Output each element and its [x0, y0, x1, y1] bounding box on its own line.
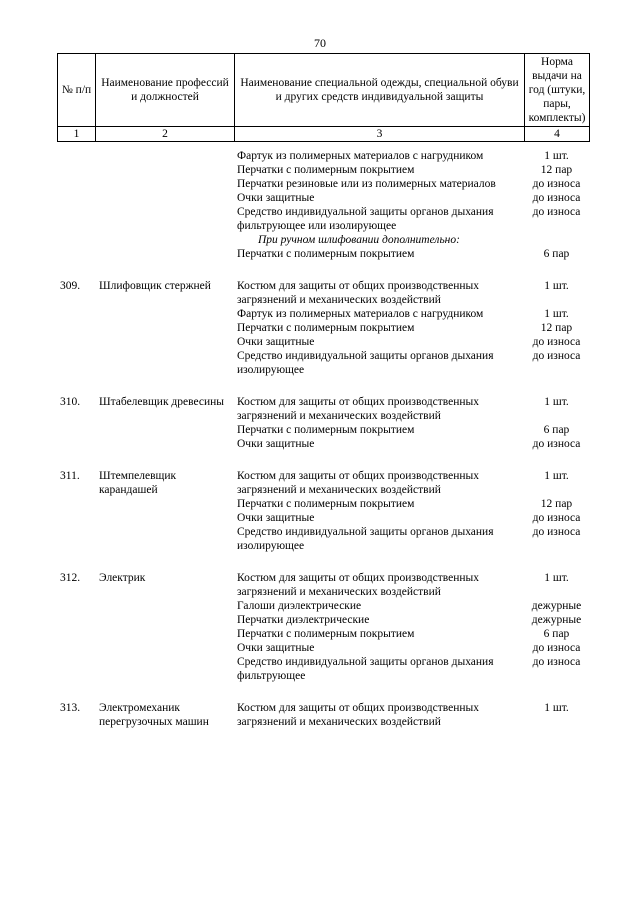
item-name: Перчатки диэлектрические: [237, 614, 370, 626]
header-num-3: 3: [235, 127, 525, 142]
profession-name: Электромеханик перегрузочных машин: [99, 702, 209, 728]
item-norm: до износа: [532, 526, 581, 538]
header-col-equipment: Наименование специальной одежды, специальной обуви и других средств индивидуальной защиты: [235, 54, 525, 127]
item-name: Перчатки с полимерным покрытием: [237, 498, 415, 510]
list-item: [234, 321, 589, 335]
list-item: [234, 599, 589, 613]
list-item: [234, 525, 589, 553]
item-norm: до износа: [532, 350, 581, 362]
list-item: [234, 511, 589, 525]
list-item: [234, 655, 589, 683]
item-norm: дежурные: [531, 614, 582, 626]
list-item: [234, 571, 589, 599]
profession-name: Штемпелевщик карандашей: [99, 470, 177, 496]
list-item: [234, 163, 589, 177]
item-name: Фартук из полимерных материалов с нагрудником: [237, 150, 484, 162]
item-norm: до износа: [532, 512, 581, 524]
continuation-block: [57, 149, 589, 261]
item-name: Очки защитные: [237, 438, 315, 450]
item-norm: 1 шт.: [544, 470, 569, 482]
header-num-1: 1: [58, 127, 96, 142]
list-item: [234, 497, 589, 511]
item-name: Галоши диэлектрические: [237, 600, 362, 612]
item-norm: до износа: [532, 206, 581, 218]
item-name: Костюм для защиты от общих производственных загрязнений и механических воздействий: [237, 572, 479, 598]
item-name: Фартук из полимерных материалов с нагрудником: [237, 308, 484, 320]
item-name: Средство индивидуальной защиты органов дыхания фильтрующее или изолирующее: [237, 206, 494, 232]
header-num-4: 4: [525, 127, 590, 142]
item-norm: 6 пар: [543, 248, 570, 260]
list-item: [234, 437, 589, 451]
item-norm: 1 шт.: [544, 150, 569, 162]
list-item: [234, 205, 589, 233]
table-body: [57, 149, 589, 729]
profession-name: Электрик: [99, 572, 146, 584]
item-norm: до износа: [532, 438, 581, 450]
list-item: [234, 423, 589, 437]
list-item: [234, 191, 589, 205]
entry-309: [57, 279, 589, 377]
entry-number: 312.: [60, 572, 81, 584]
item-name: Средство индивидуальной защиты органов дыхания изолирующее: [237, 526, 494, 552]
entry-number: 311.: [60, 470, 80, 482]
list-item: [234, 701, 589, 729]
item-name: Перчатки с полимерным покрытием: [237, 164, 415, 176]
item-name: Костюм для защиты от общих производственных загрязнений и механических воздействий: [237, 470, 479, 496]
subheading-item: [234, 233, 589, 247]
profession-name: Шлифовщик стержней: [99, 280, 211, 292]
item-name: Костюм для защиты от общих производственных загрязнений и механических воздействий: [237, 396, 479, 422]
item-name: Средство индивидуальной защиты органов дыхания изолирующее: [237, 350, 494, 376]
item-name: Средство индивидуальной защиты органов дыхания фильтрующее: [237, 656, 494, 682]
item-norm: до износа: [532, 656, 581, 668]
list-item: [234, 641, 589, 655]
list-item: [234, 613, 589, 627]
entry-number: 310.: [60, 396, 81, 408]
item-norm: до износа: [532, 178, 581, 190]
item-name: Очки защитные: [237, 336, 315, 348]
item-name: Перчатки резиновые или из полимерных материалов: [237, 178, 496, 190]
entry-311: [57, 469, 589, 553]
item-norm: 12 пар: [540, 322, 573, 334]
list-item: [234, 307, 589, 321]
entry-number: 309.: [60, 280, 81, 292]
item-name: Очки защитные: [237, 192, 315, 204]
item-norm: 1 шт.: [544, 702, 569, 714]
item-norm: до износа: [532, 192, 581, 204]
item-norm: 1 шт.: [544, 308, 569, 320]
item-name: Очки защитные: [237, 642, 315, 654]
item-norm: 12 пар: [540, 498, 573, 510]
list-item: [234, 469, 589, 497]
item-norm: дежурные: [531, 600, 582, 612]
item-name: Очки защитные: [237, 512, 315, 524]
item-norm: 1 шт.: [544, 572, 569, 584]
header-col-profession: Наименование профессий и должностей: [96, 54, 235, 127]
item-norm: до износа: [532, 336, 581, 348]
item-norm: 6 пар: [543, 424, 570, 436]
list-item: [234, 349, 589, 377]
header-col-number: № п/п: [58, 54, 96, 127]
list-item: [234, 627, 589, 641]
header-col-norm: Норма выдачи на год (штуки, пары, комплекты): [525, 54, 590, 127]
list-item: [234, 395, 589, 423]
profession-name: Штабелевщик древесины: [99, 396, 225, 408]
item-name: Перчатки с полимерным покрытием: [237, 424, 415, 436]
item-norm: 6 пар: [543, 628, 570, 640]
item-norm: 12 пар: [540, 164, 573, 176]
item-norm: 1 шт.: [544, 396, 569, 408]
list-item: [234, 335, 589, 349]
subheading-text: При ручном шлифовании дополнительно:: [258, 234, 460, 246]
list-item: [234, 279, 589, 307]
header-num-2: 2: [96, 127, 235, 142]
table-header: [57, 53, 590, 142]
list-item: [234, 149, 589, 163]
item-norm: [524, 233, 589, 247]
entry-312: [57, 571, 589, 683]
item-name: Перчатки с полимерным покрытием: [237, 628, 415, 640]
entry-310: [57, 395, 589, 451]
list-item: [234, 247, 589, 261]
item-name: Костюм для защиты от общих производственных загрязнений и механических воздействий: [237, 280, 479, 306]
item-name: Костюм для защиты от общих производственных загрязнений и механических воздействий: [237, 702, 479, 728]
entry-313: [57, 701, 589, 729]
page-number: 70: [314, 36, 326, 50]
item-name: Перчатки с полимерным покрытием: [237, 248, 415, 260]
item-norm: 1 шт.: [544, 280, 569, 292]
item-norm: до износа: [532, 642, 581, 654]
item-name: Перчатки с полимерным покрытием: [237, 322, 415, 334]
list-item: [234, 177, 589, 191]
entry-number: 313.: [60, 702, 81, 714]
